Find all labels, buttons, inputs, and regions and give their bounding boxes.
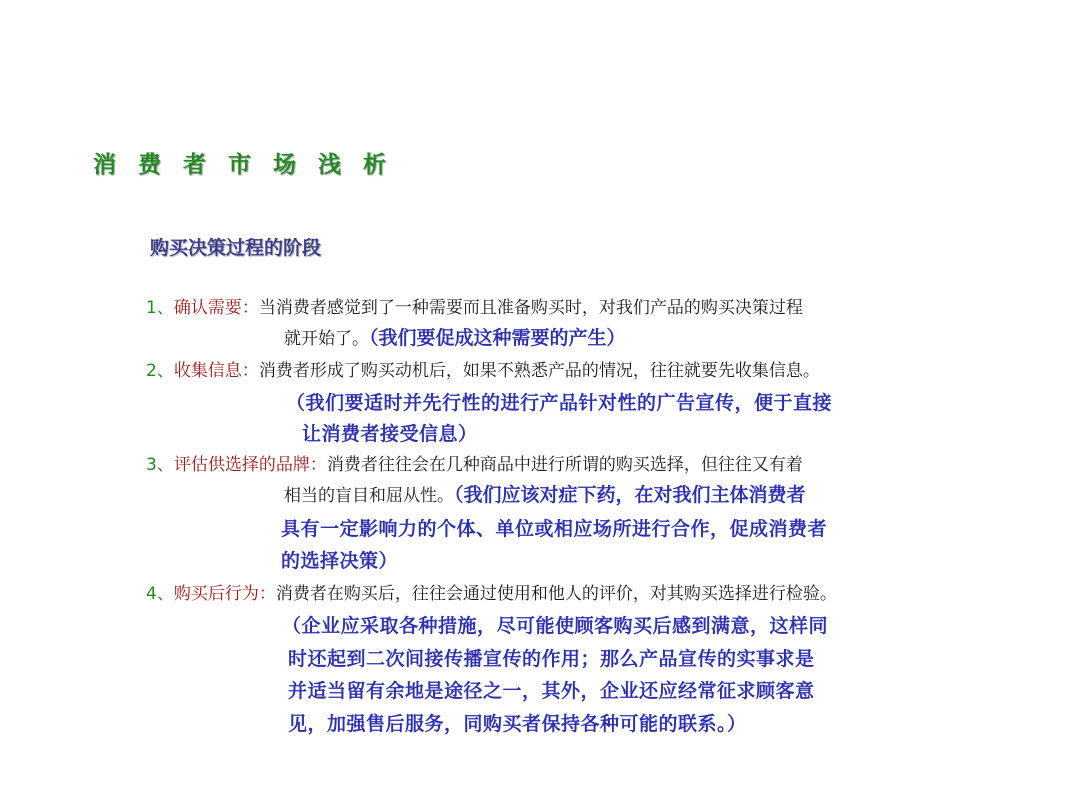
stage-description: 消费者往往会在几种商品中进行所谓的购买选择，但往往又有着 [326,455,803,475]
stage-description-cont: 相当的盲目和屈从性。 [284,486,454,506]
stage-4-note-line-1: （企业应采取各种措施，尽可能使顾客购买后感到满意，这样同 [282,615,829,637]
stage-separator: ： [309,455,327,475]
stage-4-note-line-4: 见，加强售后服务，同购买者保持各种可能的联系。） [288,713,747,735]
stage-3-heading [146,454,803,476]
stage-2-heading [146,360,820,382]
stage-term: 购买后行为 [173,584,259,604]
stage-description: 消费者在购买后，往往会通过使用和他人的评价，对其购买选择进行检验。 [275,584,837,604]
stage-note: （我们应该对症下药，在对我们主体消费者 [454,484,806,506]
stage-description: 当消费者感觉到了一种需要而且准备购买时，对我们产品的购买决策过程 [258,298,803,318]
stage-3-note-line-3: 的选择决策） [281,550,399,572]
slide-title: 消 费 者 市 场 浅 析 [93,152,394,178]
stage-3-continuation [284,484,806,507]
stage-number: 2、 [146,361,174,381]
stage-note: （我们要促成这种需要的产生） [369,327,626,349]
stage-4-note-line-3: 并适当留有余地是途径之一，其外，企业还应经常征求顾客意 [288,680,815,702]
stage-2-note-line-2: 让消费者接受信息） [302,423,478,445]
stage-description: 消费者形成了购买动机后，如果不熟悉产品的情况，往往就要先收集信息。 [258,361,820,381]
stage-term: 收集信息 [173,361,242,381]
stage-separator: ： [258,584,276,604]
stage-4-note-line-2: 时还起到二次间接传播宣传的作用；那么产品宣传的实事求是 [288,648,815,670]
stage-4-heading [146,583,837,605]
stage-description-cont: 就开始了。 [284,329,369,349]
stage-3-note-line-2: 具有一定影响力的个体、单位或相应场所进行合作，促成消费者 [281,518,828,540]
stage-2-note-line-1: （我们要适时并先行性的进行产品针对性的广告宣传，便于直接 [286,392,833,414]
stage-term: 确认需要 [173,298,242,318]
stage-separator: ： [241,361,259,381]
stage-number: 1、 [146,298,174,318]
stage-number: 3、 [146,455,174,475]
stage-separator: ： [241,298,259,318]
section-subtitle: 购买决策过程的阶段 [150,237,322,259]
stage-1-heading [146,297,803,319]
stage-term: 评估供选择的品牌 [173,455,310,475]
stage-number: 4、 [146,584,174,604]
stage-1-continuation [284,327,626,350]
